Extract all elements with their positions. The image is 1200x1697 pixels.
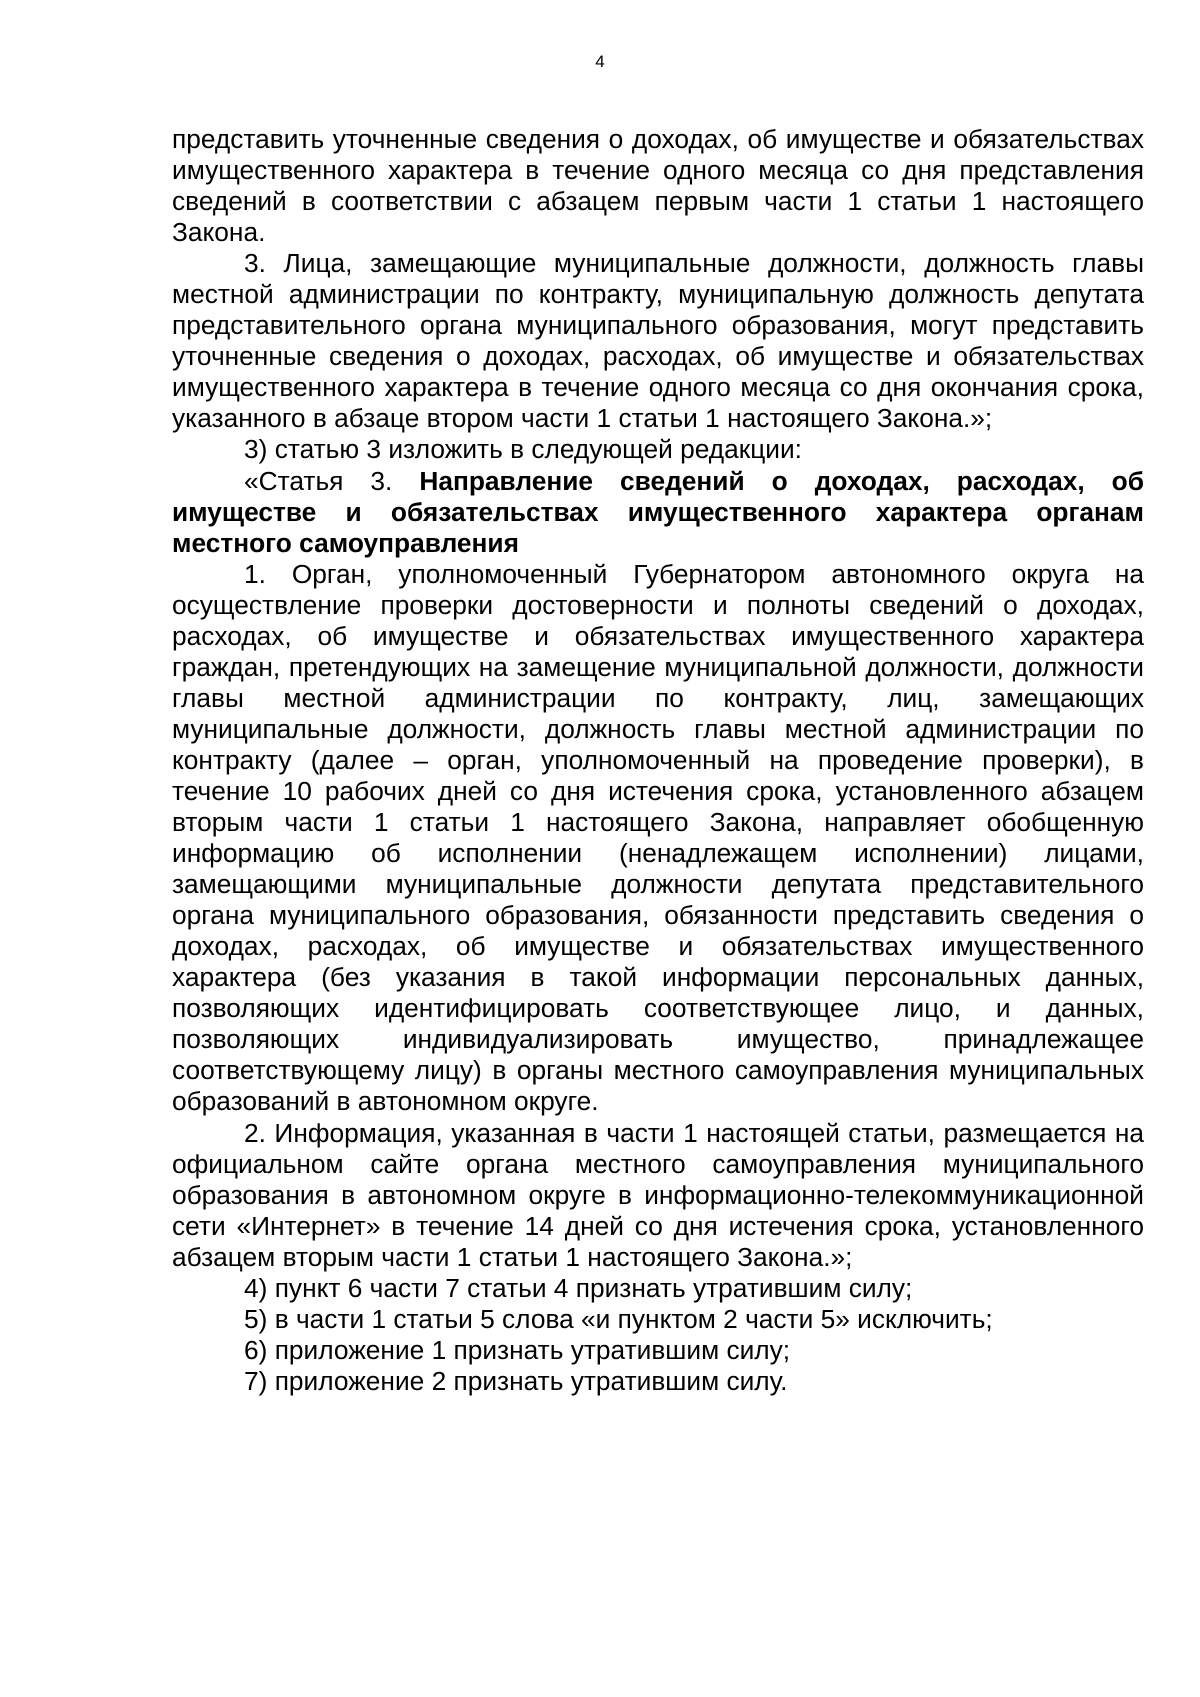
article-title: Направление сведений о доходах, расходах, об имуществе и обязательствах имущественного характера органам местного самоуправления: [172, 465, 1144, 558]
paragraph-amendment-6: 6) приложение 1 признать утратившим силу;: [244, 1334, 791, 1365]
paragraph-amendment-7: 7) приложение 2 признать утратившим силу.: [244, 1365, 788, 1396]
paragraph-continuation: представить уточненные сведения о доходах, об имуществе и обязательствах имущественного характера в течение одного месяца со дня представления сведений в соответствии с абзацем первым части 1 статьи 1 настоящего Закона.: [172, 124, 1144, 248]
article-heading: [172, 466, 1144, 559]
article-prefix: «Статья 3.: [244, 465, 420, 496]
paragraph-amendment-3: 3) статью 3 изложить в следующей редакции:: [244, 434, 802, 465]
paragraph-item-3-persons: 3. Лица, замещающие муниципальные должности, должность главы местной администрации по контракту, муниципальную должность депутата представительного органа муниципального образования, могут представить уточненные сведения о доходах, расходах, об имуществе и обязательствах имущественного характера в течение одного месяца со дня окончания срока, указанного в абзаце втором части 1 статьи 1 настоящего Закона.»;: [172, 248, 1144, 434]
paragraph-article-part-2: 2. Информация, указанная в части 1 настоящей статьи, размещается на официальном сайте органа местного самоуправления муниципального образования в автономном округе в информационно-телекоммуникационной сети «Интернет» в течение 14 дней со дня истечения срока, установленного абзацем вторым части 1 статьи 1 настоящего Закона.»;: [172, 1117, 1144, 1272]
paragraph-amendment-4: 4) пункт 6 части 7 статьи 4 признать утратившим силу;: [244, 1272, 913, 1303]
document-body: [172, 124, 1144, 1397]
paragraph-article-part-1: 1. Орган, уполномоченный Губернатором автономного округа на осуществление проверки достоверности и полноты сведений о доходах, расходах, об имуществе и обязательствах имущественного характера граждан, претендующих на замещение муниципальной должности, должности главы местной администрации по контракту, лиц, замещающих муниципальные должности, должность главы местной администрации по контракту (далее – орган, уполномоченный на проведение проверки), в течение 10 рабочих дней со дня истечения срока, установленного абзацем вторым части 1 статьи 1 настоящего Закона, направляет обобщенную информацию об исполнении (ненадлежащем исполнении) лицами, замещающими муниципальные должности депутата представительного органа муниципального образования, обязанности представить сведения о доходах, расходах, об имуществе и обязательствах имущественного характера (без указания в такой информации персональных данных, позволяющих идентифицировать соответствующее лицо, и данных, позволяющих индивидуализировать имущество, принадлежащее соответствующему лицу) в органы местного самоуправления муниципальных образований в автономном округе.: [172, 558, 1144, 1117]
paragraph-amendment-5: 5) в части 1 статьи 5 слова «и пунктом 2 части 5» исключить;: [244, 1303, 993, 1334]
page-number: 4: [595, 52, 605, 71]
